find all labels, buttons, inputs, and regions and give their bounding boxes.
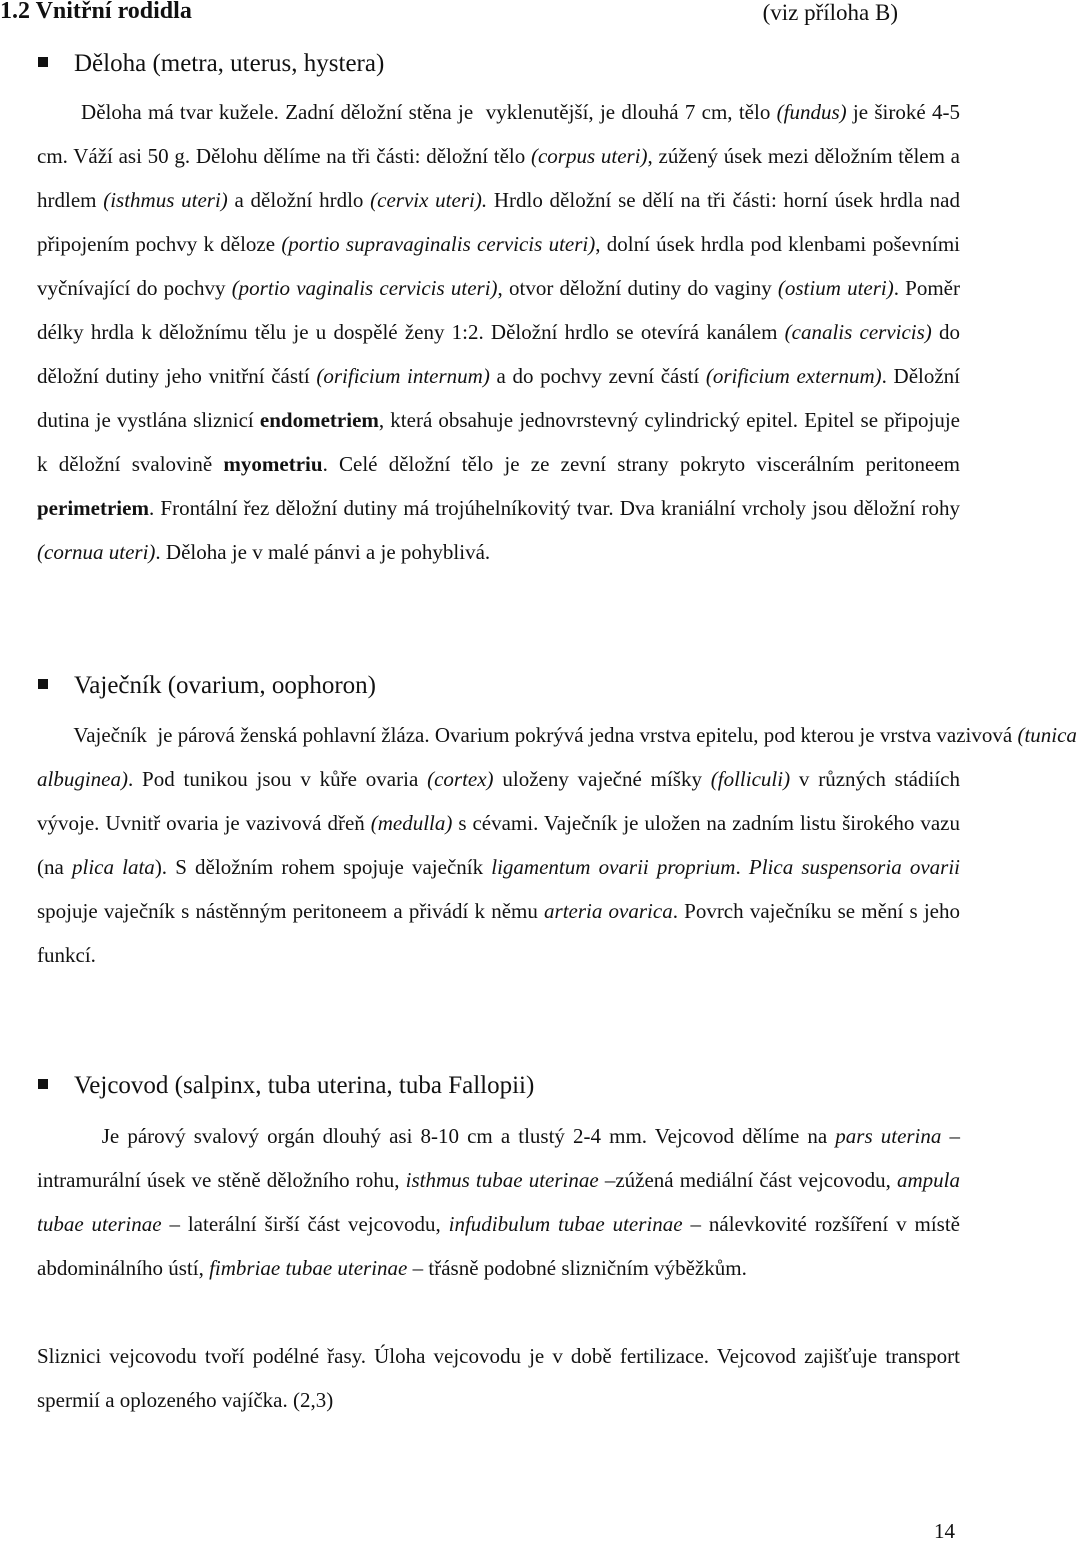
- ovary-heading-text: Vaječník (ovarium, oophoron): [74, 672, 377, 699]
- square-bullet-icon: [38, 1079, 48, 1089]
- uterus-paragraph: Děloha má tvar kužele. Zadní děložní stěna je vyklenutější, je dlouhá 7 cm, tělo (fundus) je široké 4-5 cm. Váží asi 50 g. Dělohu dělíme na tři části: děložní tělo (corpus uteri), zúžený úsek mezi děložním tělem a hrdlem (isthmus uteri) a děložní hrdlo (cervix uteri). Hrdlo děložní se dělí na tři části: horní úsek hrdla nad připojením pochvy k děloze (portio supravaginalis cervicis uteri), dolní úsek hrdla pod klenbami poševními vyčnívající do pochvy (portio vaginalis cervicis uteri), otvor děložní dutiny do vaginy (ostium uteri). Poměr délky hrdla k děložnímu tělu je u dospělé ženy 1:2. Děložní hrdlo se otevírá kanálem (canalis cervicis) do děložní dutiny jeho vnitřní částí (orificium internum) a do pochvy zevní částí (orificium externum). Děložní dutina je vystlána sliznicí endometriem, která obsahuje jednovrstevný cylindrický epitel. Epitel se připojuje k děložní svalovině myometriu. Celé děložní tělo je ze zevní strany pokryto viscerálním peritoneem perimetriem. Frontální řez děložní dutiny má trojúhelníkovitý tvar. Dva kraniální vrcholy jsou děložní rohy (cornua uteri). Děloha je v malé pánvi a je pohyblivá.: [37, 100, 961, 564]
- tube-paragraph: Je párový svalový orgán dlouhý asi 8-10 cm a tlustý 2-4 mm. Vejcovod dělíme na pars uterina – intramurální úsek ve stěně děložního rohu, isthmus tubae uterinae –zúžená mediální část vejcovodu, ampula tubae uterinae – laterální širší část vejcovodu, infudibulum tubae uterinae – nálevkovité rozšíření v místě abdominálního ústí, fimbriae tubae uterinae – třásně podobné slizničním výběžkům.: [37, 1124, 961, 1280]
- uterus-heading: [38, 50, 384, 78]
- tube-paragraph-2: Sliznici vejcovodu tvoří podélné řasy. Úloha vejcovodu je v době fertilizace. Vejcovod zajišťuje transport spermií a oplozeného vajíčka. (2,3): [37, 1344, 960, 1412]
- ovary-paragraph: Vaječník je párová ženská pohlavní žláza. Ovarium pokrývá jedna vrstva epitelu, pod kterou je vrstva vazivová (tunica albuginea). Pod tunikou jsou v kůře ovaria (cortex) uloženy vaječné míšky (folliculi) v různých stádiích vývoje. Uvnitř ovaria je vazivová dřeň (medulla) s cévami. Vaječník je uložen na zadním listu širokého vazu (na plica lata). S děložním rohem spojuje vaječník ligamentum ovarii proprium. Plica suspensoria ovarii spojuje vaječník s nástěnným peritoneem a přivádí k němu arteria ovarica. Povrch vaječníku se mění s jeho funkcí.: [37, 723, 1077, 967]
- tube-heading: [38, 1072, 534, 1100]
- uterus-heading-text: Děloha (metra, uterus, hystera): [74, 50, 385, 77]
- tube-heading-text: Vejcovod (salpinx, tuba uterina, tuba Fallopii): [74, 1072, 535, 1099]
- section-title: 1.2 Vnitřní rodidla: [0, 0, 192, 24]
- section-reference: (viz příloha B): [762, 0, 898, 25]
- page-number: 14: [934, 1519, 955, 1543]
- ovary-heading: [38, 672, 376, 700]
- square-bullet-icon: [38, 679, 48, 689]
- square-bullet-icon: [38, 57, 48, 67]
